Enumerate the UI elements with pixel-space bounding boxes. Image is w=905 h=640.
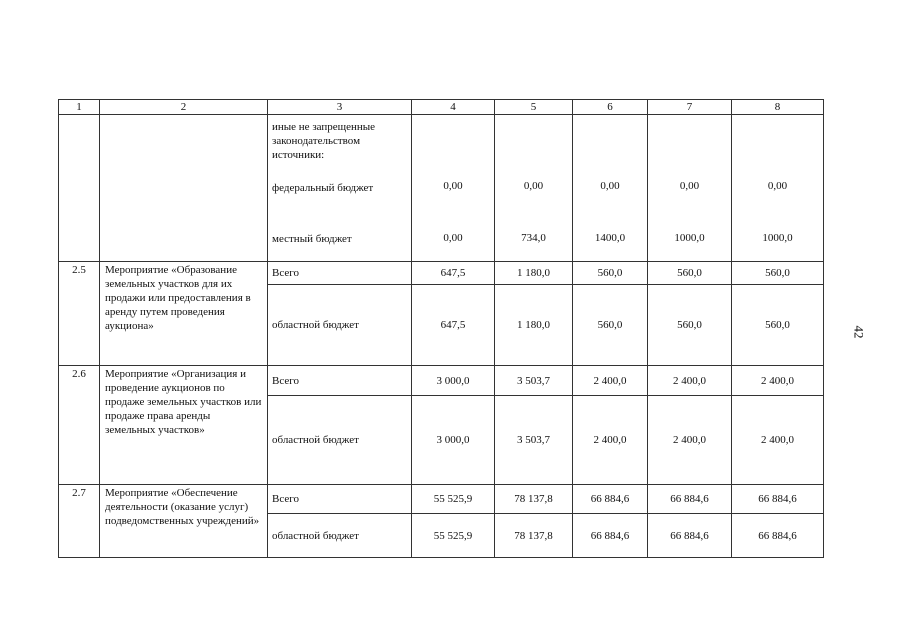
value-cell: 560,0 [732,262,824,285]
column-number: 6 [573,100,648,115]
value-cell: 66 884,6 [732,514,824,558]
value-cell: 3 503,7 [495,396,573,485]
value-cell: 560,0 [648,262,732,285]
source-cell: областной бюджет [268,285,412,366]
source-cell: Всего [268,262,412,285]
value-cell: 78 137,8 [495,485,573,514]
value-cell: 560,0 [732,285,824,366]
value-cell: 2 400,0 [732,396,824,485]
value-cell: 3 000,0 [412,396,495,485]
table-row [59,262,824,285]
column-number: 1 [59,100,100,115]
column-number: 5 [495,100,573,115]
value-cell: 66 884,6 [732,485,824,514]
value-cell: 66 884,6 [573,485,648,514]
value-cell: 2 400,0 [573,366,648,396]
value-cell: 560,0 [573,262,648,285]
value-cell: 647,5 [412,262,495,285]
value-cell: 66 884,6 [573,514,648,558]
column-number: 7 [648,100,732,115]
value-cell: 0,00 [443,232,463,244]
value-cell: 2 400,0 [648,396,732,485]
value-cell: 3 503,7 [495,366,573,396]
value-cell: 1 180,0 [495,262,573,285]
value-cell: 560,0 [648,285,732,366]
value-cell: 66 884,6 [648,514,732,558]
value-cell: 734,0 [521,232,546,244]
table-row [59,366,824,396]
measure-name-cell: Мероприятие «Обеспечение деятельности (оказание услуг) подведомственных учреждений» [100,485,268,558]
page-number: 42 [851,325,867,339]
value-cell: 0,00 [523,180,544,192]
source-cell: Всего [268,366,412,396]
source-cell: областной бюджет [268,396,412,485]
value-cell: 1000,0 [674,232,705,244]
measure-name-cell [100,115,268,262]
value-cell: 2 400,0 [573,396,648,485]
value-cell: 1 180,0 [495,285,573,366]
value-cell: 55 525,9 [412,514,495,558]
value-cell: 1400,0 [594,232,626,244]
value-cell: 55 525,9 [412,485,495,514]
index-cell [59,115,100,262]
column-number: 8 [732,100,824,115]
index-cell: 2.6 [59,366,100,485]
value-cell: 647,5 [412,285,495,366]
source-cell: местный бюджет [268,216,412,261]
column-number: 2 [100,100,268,115]
value-cell: 2 400,0 [732,366,824,396]
value-cell: 3 000,0 [412,366,495,396]
column-number: 4 [412,100,495,115]
index-cell: 2.7 [59,485,100,558]
value-cell: 0,00 [679,180,700,192]
table-row [59,115,824,171]
value-cell: 560,0 [573,285,648,366]
source-cell: федеральный бюджет [268,171,412,216]
source-cell: областной бюджет [268,514,412,558]
value-cell: 78 137,8 [495,514,573,558]
value-cell: 2 400,0 [648,366,732,396]
source-note: иные не запрещенные законодательством источники: [268,115,412,171]
value-cell: 0,00 [600,180,620,192]
value-cell: 0,00 [443,180,463,192]
value-cell: 0,00 [767,180,788,192]
table-row [59,485,824,514]
measure-name-cell: Мероприятие «Организация и проведение аукционов по продаже земельных участков или продаже права аренды земельных участков» [100,366,268,485]
measure-name-cell: Мероприятие «Образование земельных участков для их продажи или предоставления в аренду путем проведения аукциона» [100,262,268,366]
budget-table [58,99,824,558]
column-number: 3 [268,100,412,115]
column-number-row [59,100,824,115]
value-cell: 1000,0 [762,232,793,244]
source-cell: Всего [268,485,412,514]
index-cell: 2.5 [59,262,100,366]
value-cell: 66 884,6 [648,485,732,514]
